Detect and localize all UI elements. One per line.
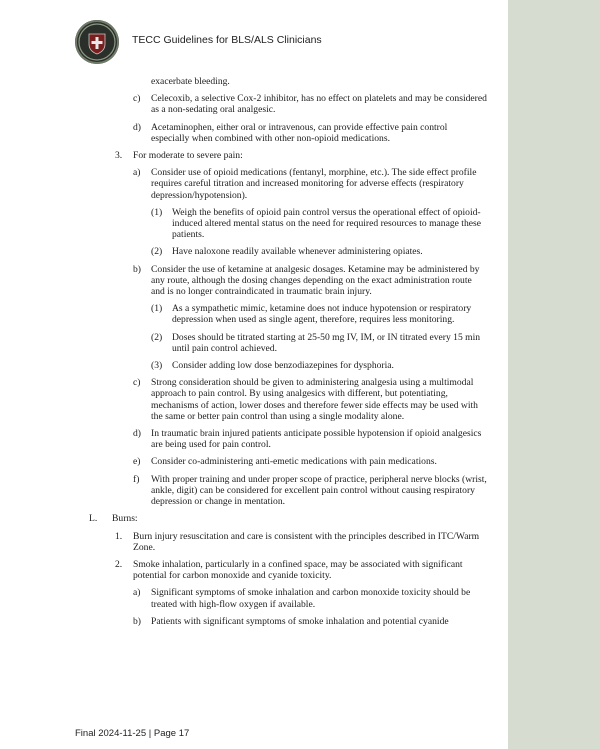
document-body (0, 76, 508, 633)
item-text: In traumatic brain injured patients anticipate possible hypotension if opioid analgesics are being used for pain control. (151, 428, 482, 451)
outline-item (0, 246, 508, 257)
outline-item (0, 428, 508, 450)
item-marker: b) (133, 615, 141, 627)
item-text: Acetaminophen, either oral or intravenous, can provide effective pain control especially when combined with other non-opioid medications. (151, 121, 448, 144)
item-marker: b) (133, 263, 141, 275)
outline-item (0, 207, 508, 241)
outline-item (0, 616, 508, 627)
outline-item (0, 150, 508, 161)
item-text: Consider use of opioid medications (fentanyl, morphine, etc.). The side effect profile requires careful titration and increased monitoring for adverse effects (respiratory depression/hypotension). (151, 167, 477, 201)
outline-item (0, 474, 508, 508)
outline-item (0, 167, 508, 201)
item-marker: (1) (151, 303, 163, 315)
item-marker: (1) (151, 206, 163, 218)
item-marker: (2) (151, 331, 163, 343)
item-text: Consider co-administering anti-emetic medications with pain medications. (151, 456, 437, 468)
document-title: TECC Guidelines for BLS/ALS Clinicians (132, 34, 322, 46)
item-marker: f) (133, 473, 140, 485)
outline-item (0, 332, 508, 354)
item-text: exacerbate bleeding. (151, 76, 230, 87)
item-marker: (3) (151, 360, 163, 372)
outline-item (0, 559, 508, 581)
outline-item (0, 377, 508, 422)
item-marker: 1. (115, 530, 123, 542)
item-marker: e) (133, 456, 141, 468)
outline-item (0, 303, 508, 325)
outline-item (0, 264, 508, 298)
item-marker: 2. (115, 558, 123, 570)
item-text: With proper training and under proper scope of practice, peripheral nerve blocks (wrist, ankle, digit) can be considered for excellent pain control without causing respiratory depression or change in mentation. (151, 473, 487, 508)
outline-item (0, 456, 508, 467)
page-footer: Final 2024-11-25 | Page 17 (75, 728, 190, 739)
tecc-logo-icon (75, 20, 119, 64)
item-marker: (2) (151, 246, 163, 258)
outline-item (0, 93, 508, 115)
item-marker: c) (133, 377, 141, 389)
outline-item (0, 360, 508, 371)
item-text: Strong consideration should be given to administering analgesia using a multimodal approach to pain control. By using analgesics with different, but potentiating, mechanisms of action, lower doses and therefore fewer side effects may be used with the same or better pain control than using a single modality alone. (151, 377, 478, 422)
outline-item (0, 513, 508, 524)
outline-item (0, 587, 508, 609)
item-text: Burns: (112, 513, 138, 525)
side-strip (508, 0, 600, 749)
item-text: Have naloxone readily available whenever administering opiates. (172, 246, 423, 258)
item-text: Burn injury resuscitation and care is consistent with the principles described in ITC/Warm Zone. (133, 530, 480, 553)
page-header (75, 20, 495, 66)
outline-item (0, 76, 508, 87)
outline-item (0, 122, 508, 144)
item-marker: c) (133, 93, 141, 105)
item-marker: d) (133, 428, 141, 440)
item-text: Smoke inhalation, particularly in a confined space, may be associated with significant potential for carbon monoxide and cyanide toxicity. (133, 558, 463, 582)
item-text: Doses should be titrated starting at 25-50 mg IV, IM, or IN titrated every 15 min until pain control achieved. (172, 331, 481, 354)
item-text: Consider the use of ketamine at analgesic dosages. Ketamine may be administered by any route, although the dosing changes depending on the exact administration route and is no longer contraindicated in traumatic brain injury. (151, 263, 480, 298)
item-text: Weigh the benefits of opioid pain control versus the operational effect of opioid-induced altered mental status on the need for required resources to manage these patients. (172, 206, 482, 241)
item-marker: a) (133, 587, 141, 599)
item-marker: a) (133, 167, 141, 179)
item-marker: L. (89, 513, 98, 525)
item-text: For moderate to severe pain: (133, 150, 243, 162)
item-marker: d) (133, 121, 141, 133)
item-text: Significant symptoms of smoke inhalation and carbon monoxide toxicity should be treated with high-flow oxygen if available. (151, 587, 471, 610)
item-text: Celecoxib, a selective Cox-2 inhibitor, has no effect on platelets and may be considered as a non-sedating oral analgesic. (151, 93, 487, 116)
item-text: As a sympathetic mimic, ketamine does not induce hypotension or respiratory depression when used as single agent, therefore, requires less monitoring. (172, 303, 472, 326)
outline-item (0, 531, 508, 553)
item-text: Patients with significant symptoms of smoke inhalation and potential cyanide (151, 615, 449, 627)
item-marker: 3. (115, 150, 123, 162)
item-text: Consider adding low dose benzodiazepines for dysphoria. (172, 360, 394, 372)
